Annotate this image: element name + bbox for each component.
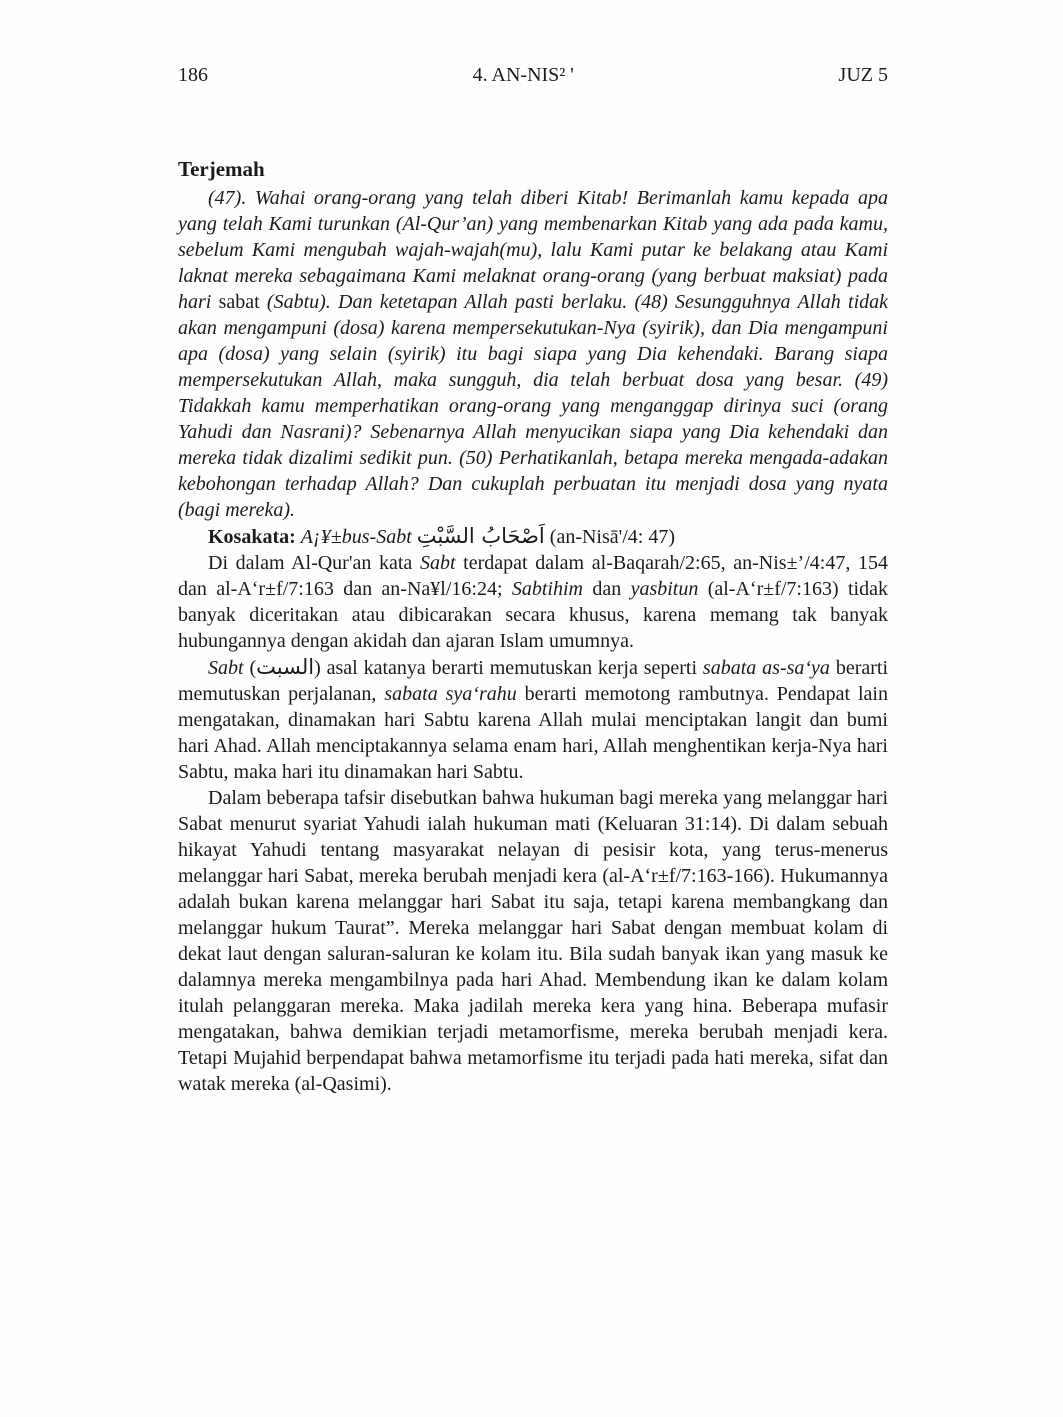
text-run: sabata sya‘rahu (384, 683, 517, 705)
juz-label: JUZ 5 (838, 64, 888, 86)
text-run: Kosakata: (208, 526, 301, 548)
kosakata-paragraph-3 (178, 785, 888, 1097)
text-run: Dalam beberapa tafsir disebutkan bahwa hukuman bagi mereka yang melanggar hari Sabat menurut syariat Yahudi ialah hukuman mati (Keluaran 31:14). Di dalam sebuah hikayat Yahudi tentang masyarakat nelayan di pesisir kota, yang terus-menerus melanggar hari Sabat, mereka berubah menjadi kera (al-A‘r±f/7:163-166). Hukumannya adalah bukan karena melanggar hari Sabat itu saja, tetapi karena membangkang dan melanggar hukum Taurat”. Mereka melanggar hari Sabat dengan membuat kolam di dekat laut dengan saluran-saluran ke kolam itu. Bila sudah banyak ikan yang masuk ke dalamnya mereka mengambilnya pada hari Ahad. Membendung ikan ke dalam kolam itulah pelanggaran mereka. Maka jadilah mereka kera yang hina. Beberapa mufasir mengatakan, bahwa demikian terjadi metamorfisme, mereka berubah menjadi kera. Tetapi Mujahid berpendapat bahwa metamorfisme itu terjadi pada hati mereka, sifat dan watak mereka (al-Qasimi). (178, 787, 888, 1095)
text-run: ) asal katanya berarti memutuskan kerja seperti (314, 657, 703, 679)
kosakata-paragraph-1 (178, 550, 888, 654)
page-header (178, 62, 888, 88)
text-run: A¡¥±bus-Sabt (300, 526, 417, 548)
arabic-text-run: اَصْحَابُ السَّبْتِ (416, 524, 545, 548)
text-run: yasbitun (630, 578, 699, 600)
kosakata-paragraph-2 (178, 654, 888, 785)
text-run: sabat (218, 291, 260, 313)
text-run: Sabtihim (511, 578, 583, 600)
text-run: (Sabtu). Dan ketetapan Allah pasti berlaku. (48) Sesungguhnya Allah tidak akan mengampuni (dosa) karena mempersekutukan-Nya (syirik), dan Dia mengampuni apa (dosa) yang selain (syirik) itu bagi siapa yang Dia kehendaki. Barang siapa mempersekutukan Allah, maka sungguh, dia telah berbuat dosa yang besar. (49) Tidakkah kamu memperhatikan orang-orang yang menganggap dirinya suci (orang Yahudi dan Nasrani)? Sebenarnya Allah menyucikan siapa yang Dia kehendaki dan mereka tidak dizalimi sedikit pun. (50) Perhatikanlah, betapa mereka mengada-adakan kebohongan terhadap Allah? Dan cukuplah perbuatan itu menjadi dosa yang nyata (bagi mereka). (178, 291, 888, 521)
text-run: Sabt (208, 657, 244, 679)
text-run: terdapat dalam al-Baqarah/2:65, an-Nis±’/4:47, 154 dan al-A‘r±f/7:163 dan an-Na¥l/16:24; (178, 552, 888, 600)
text-run: (47). Wahai orang-orang yang telah diberi Kitab! Berimanlah kamu kepada apa yang telah Kami turunkan (Al-Qur’an) yang membenarkan Kitab yang ada pada kamu, sebelum Kami mengubah wajah-wajah(mu), lalu Kami putar ke belakang atau Kami laknat mereka sebagaimana Kami melaknat orang-orang (yang berbuat maksiat) pada hari (178, 187, 888, 313)
terjemah-heading: Terjemah (178, 157, 265, 181)
text-run: (an-Nisā'/4: 47) (544, 526, 676, 548)
running-title: 4. AN-NIS² ' (472, 64, 574, 86)
text-run: dan (582, 578, 631, 600)
text-run: Di dalam Al-Qur'an kata (208, 552, 420, 574)
text-run: berarti memutuskan perjalanan, (178, 657, 888, 705)
arabic-text-run: السبت (256, 655, 315, 679)
text-run: Sabt (419, 552, 456, 574)
page-number: 186 (178, 64, 208, 86)
kosakata-heading (178, 523, 888, 550)
text-run: berarti memotong rambutnya. Pendapat lain mengatakan, dinamakan hari Sabtu karena Allah mulai menciptakan langit dan bumi hari Ahad. Allah menciptakannya selama enam hari, Allah menghentikan kerja-Nya hari Sabtu, maka hari itu dinamakan hari Sabtu. (178, 683, 888, 783)
terjemah-paragraph (178, 185, 888, 523)
text-run: ( (243, 657, 257, 679)
text-run: sabata as-sa‘ya (702, 657, 830, 679)
text-run: (al-A‘r±f/7:163) tidak banyak diceritakan atau dibicarakan secara khusus, karena memang tak banyak hubungannya dengan akidah dan ajaran Islam umumnya. (178, 578, 888, 652)
